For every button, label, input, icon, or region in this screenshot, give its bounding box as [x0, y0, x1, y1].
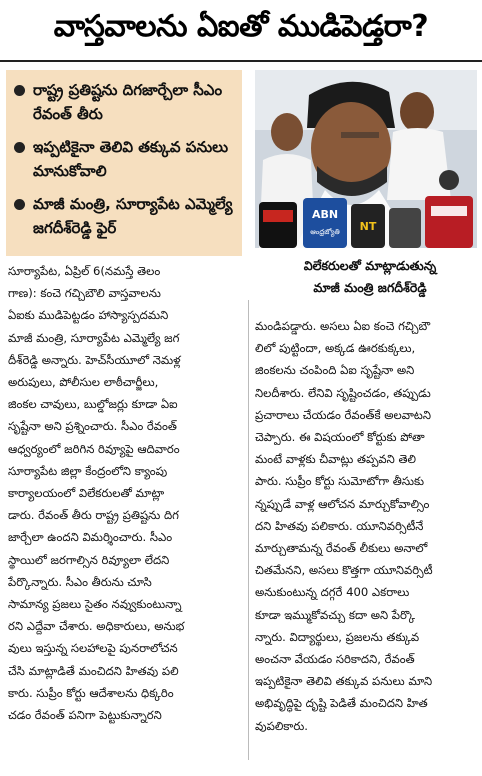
photo-caption — [270, 255, 470, 301]
article-right-column — [255, 315, 477, 737]
article-line: సామాన్య ప్రజలు సైతం నవ్వుకుంటున్నా — [8, 597, 182, 612]
article-line: కారు. సుప్రీం కోర్టు ఆదేశాలను ధిక్కరిం — [8, 685, 174, 700]
article-line: జింకల చావులు, బుల్డోజర్లు కూడా ఏఐ — [8, 397, 178, 412]
summary-item — [14, 135, 236, 183]
summary-text: మాజీ మంత్రి, సూర్యాపేట ఎమ్మెల్యే జగదీశ్‌రెడ్డి ఫైర్ — [33, 195, 233, 237]
article-line: లిలో పుట్టిందా, అక్కడ ఊరకుక్కలు, — [255, 341, 416, 356]
article-line: సూర్యాపేట, ఏప్రిల్ 6(నమస్తే తెలం — [8, 264, 161, 278]
article-line: పేర్కొన్నారు. సీఎం తీరును చూసి — [8, 574, 152, 589]
article-line: న్నప్పుడే వాళ్ల ఆలోచన మార్చుకోవాల్సిం — [255, 496, 430, 511]
press-photo-illustration — [255, 70, 477, 248]
article-line: చడం రేవంత్ పనిగా పెట్టుకున్నారని — [8, 708, 162, 723]
article-line: జార్చేలా ఉందని విమర్శించారు. సీఎం — [8, 530, 173, 545]
article-line: అంచనా వేయడం సరికాదని, రేవంత్ — [255, 652, 415, 667]
article-line: అభివృద్ధిపై దృష్టి పెడితే మంచిదని హిత — [255, 696, 428, 711]
article-line: మాజీ మంత్రి, సూర్యాపేట ఎమ్మెల్యే జగ — [8, 330, 180, 345]
caption-line: మాజీ మంత్రి జగదీశ్‌రెడ్డి — [313, 280, 427, 295]
article-line: పారు. సుప్రీం కోర్టు సుమోటోగా తీసుకు — [255, 474, 425, 489]
article-line: ఇప్పటికైనా తెలివి తక్కువ పనులు మాని — [255, 674, 433, 689]
article-line: సూర్యాపేట జిల్లా కేంద్రంలోని క్యాంపు — [8, 463, 168, 478]
article-line: రని ఎద్దేవా చేశారు. అధికారులు, అనుభ — [8, 619, 185, 634]
article-line: మండిపడ్డారు. అసలు ఏఐ కంచె గచ్చిబౌ — [255, 319, 431, 333]
article-line: కార్యాలయంలో విలేకరులతో మాట్లా — [8, 486, 165, 501]
article-line: చెప్పారు. ఈ విషయంలో కోర్టుకు పోతా — [255, 430, 425, 445]
article-line: సృష్టేనా అని ప్రశ్నించారు. సీఎం రేవంత్ — [8, 419, 177, 434]
mic-label: NT — [359, 220, 377, 233]
article-left-column — [8, 260, 244, 726]
article-line: కూడా ఇమ్ముకోవచ్చు కదా అని పేర్కొ — [255, 607, 415, 622]
mic-label: ABN — [311, 208, 339, 221]
summary-item — [14, 192, 236, 240]
bullet-icon — [14, 142, 25, 153]
press-photo — [255, 70, 477, 248]
article-line: అరుపులు, పోలీసుల లాఠీచార్జీలు, — [8, 375, 159, 390]
article-line: ఏఐకు ముడిపెట్టడం హాస్యాస్పదమని — [8, 308, 169, 323]
mic-label: ఆంధ్రజ్యోతి — [310, 228, 340, 236]
bullet-icon — [14, 199, 25, 210]
article-line: డారు. రేవంత్ తీరు రాష్ట్ర ప్రతిష్టను దిగ — [8, 508, 179, 523]
article-line: స్థాయిలో జరగాల్సిన రివ్యూలా లేదని — [8, 552, 170, 567]
caption-line: విలేకరులతో మాట్లాడుతున్న — [303, 258, 437, 273]
summary-text: రాష్ట్ర ప్రతిష్టను దిగజార్చేలా సీఎం రేవంత్ తీరు — [33, 81, 223, 123]
article-line: చేసి మాట్లాడితే మంచిదని హితవు పలి — [8, 663, 179, 678]
summary-text: ఇప్పటికైనా తెలివి తక్కువ పనులు మానుకోవాలి — [33, 138, 229, 180]
article-line: దని హితవు పలికారు. యూనివర్సిటీనే — [255, 518, 424, 533]
headline: వాస్తవాలను ఏఐతో ముడిపెడ్తరా? — [0, 0, 482, 62]
article-line: గాణ): కంచె గచ్చిబౌలి వాస్తవాలను — [8, 286, 161, 301]
article-line: నిలదీశారు. లేనివి సృష్టించడం, తప్పుడు — [255, 385, 431, 400]
article-line: మంటే వాళ్లకు చీవాట్లు తప్పవని తెలి — [255, 452, 417, 467]
column-divider — [248, 300, 249, 760]
article-line: వుపలికారు. — [255, 718, 308, 733]
article-line: ప్రచారాలు చేయడం రేవంత్‌కే అలవాటని — [255, 407, 431, 422]
summary-box — [6, 70, 242, 256]
summary-item — [14, 78, 236, 126]
article-line: మార్చుతామన్న రేవంత్ లీకులు అనాలో — [255, 541, 428, 556]
bullet-icon — [14, 85, 25, 96]
article-line: అనుకుంటున్న దగ్గరే 400 ఎకరాలు — [255, 585, 410, 600]
article-line: జింకలను చంపింది ఏఐ సృష్టేనా అని — [255, 363, 415, 378]
article-line: వులు ఇస్తున్న సలహాలపై పునరాలోచన — [8, 641, 178, 656]
article-line: ఆధ్వర్యంలో జరిగిన రివ్యూపై ఆదివారం — [8, 441, 180, 456]
article-line: న్నారు. విద్యార్థులు, ప్రజలను తక్కువ — [255, 629, 420, 644]
article-line: చితమేనని, అసలు కొత్తగా యూనివర్సిటీ — [255, 563, 433, 578]
article-line: దీశ్‌రెడ్డి అన్నారు. హెచ్‌సీయూలో నెమళ్ల — [8, 352, 181, 367]
